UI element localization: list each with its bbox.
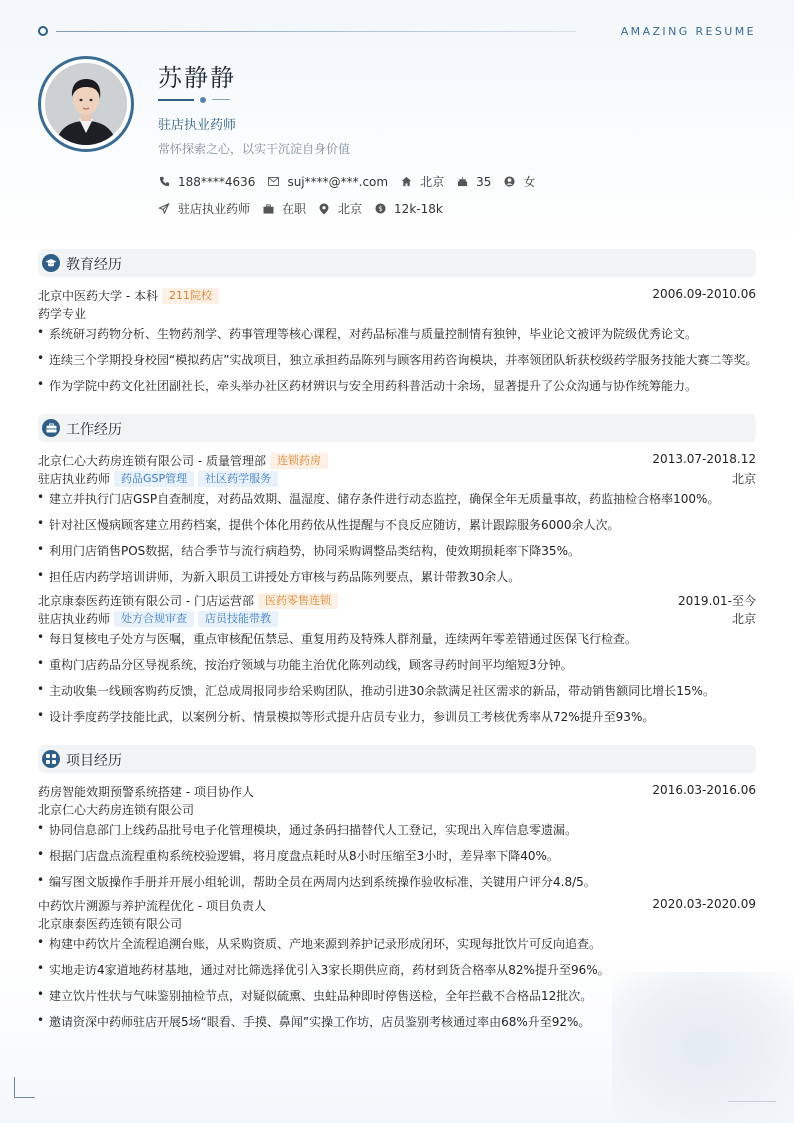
mail-icon [267,176,279,188]
user-icon [503,176,515,188]
avatar [38,56,134,152]
graduation-cap-icon [42,254,60,272]
job-header [38,452,756,469]
skill-tag: 店员技能带教 [198,611,278,627]
location-value: 北京 [420,175,445,189]
skill-tag: 药品GSP管理 [114,471,194,487]
svg-text:$: $ [377,204,383,213]
home-icon [400,176,412,188]
education-section-header [38,249,756,277]
major: 药学专业 [38,307,87,321]
skill-tag: 处方合规审查 [114,611,194,627]
phone-icon [158,176,170,188]
status-value: 在职 [282,202,307,216]
name-divider [158,96,238,104]
briefcase-icon [42,419,60,437]
projects-title: 项目经历 [66,753,122,769]
email-value: suj****@***.com [287,174,389,189]
company-name: 北京康泰医药连锁有限公司 - 门店运营部 [38,594,254,608]
profile-slogan: 常怀探索之心，以实干沉淀自身价值 [158,142,351,156]
send-icon [158,203,170,215]
project-name: 药房智能效期预警系统搭建 - 项目协作人 [38,785,254,799]
email-item [267,175,388,189]
education-entry-header [38,287,756,304]
project-name: 中药饮片溯源与养护流程优化 - 项目负责人 [38,899,266,913]
job-header [38,592,756,609]
job-position: 驻店执业药师 [38,612,111,626]
corner-line-decoration [728,1101,776,1102]
target-job-value: 驻店执业药师 [178,202,251,216]
contact-row [158,173,547,190]
age-item [456,175,491,189]
target-job-item [158,200,250,217]
phone-value: 188****4636 [178,174,256,189]
work-section-header [38,414,756,442]
corner-decoration [14,1077,35,1098]
age-value: 35 [476,174,492,189]
header-ring-icon [38,26,48,36]
company-tag: 医药零售连锁 [258,593,338,609]
grid-icon [42,750,60,768]
work-title: 工作经历 [66,422,122,438]
profile-role: 驻店执业药师 [158,118,237,133]
skill-tag: 社区药学服务 [198,471,278,487]
job-city: 北京 [731,612,756,626]
brand-text: AMAZING RESUME [620,25,756,38]
project-header [38,897,756,914]
project-period: 2016.03-2016.06 [652,783,756,797]
project-org: 北京仁心大药房连锁有限公司 [38,803,195,817]
school-tag: 211院校 [162,288,219,304]
profile-name: 苏静静 [158,64,236,92]
job-position-row [38,470,756,487]
avatar-photo [45,63,127,145]
job-position-row [38,610,756,627]
status-item [262,200,306,217]
gender-item [503,173,535,190]
company-tag: 连锁药房 [270,453,328,469]
salary-item [374,202,443,216]
project-org: 北京康泰医药连锁有限公司 [38,917,183,931]
school-name: 北京中医药大学 - 本科 [38,289,158,303]
job-city: 北京 [731,472,756,486]
education-title: 教育经历 [66,257,122,273]
target-city-value: 北京 [338,202,363,216]
education-period: 2006.09-2010.06 [652,287,756,301]
job-intent-row [158,200,455,217]
salary-value: 12k-18k [394,201,443,216]
phone-item [158,175,255,189]
company-name: 北京仁心大药房连锁有限公司 - 质量管理部 [38,454,266,468]
project-period: 2020.03-2020.09 [652,897,756,911]
cake-icon [456,176,468,188]
project-header [38,783,756,800]
money-icon [374,203,386,215]
job-period: 2019.01-至今 [678,594,756,608]
job-position: 驻店执业药师 [38,472,111,486]
projects-section-header [38,745,756,773]
target-city-item [318,200,362,217]
map-pin-icon [318,203,330,215]
job-period: 2013.07-2018.12 [652,452,756,466]
gender-value: 女 [523,175,536,189]
location-item [400,173,444,190]
header-line [38,26,578,36]
briefcase-icon [262,203,274,215]
